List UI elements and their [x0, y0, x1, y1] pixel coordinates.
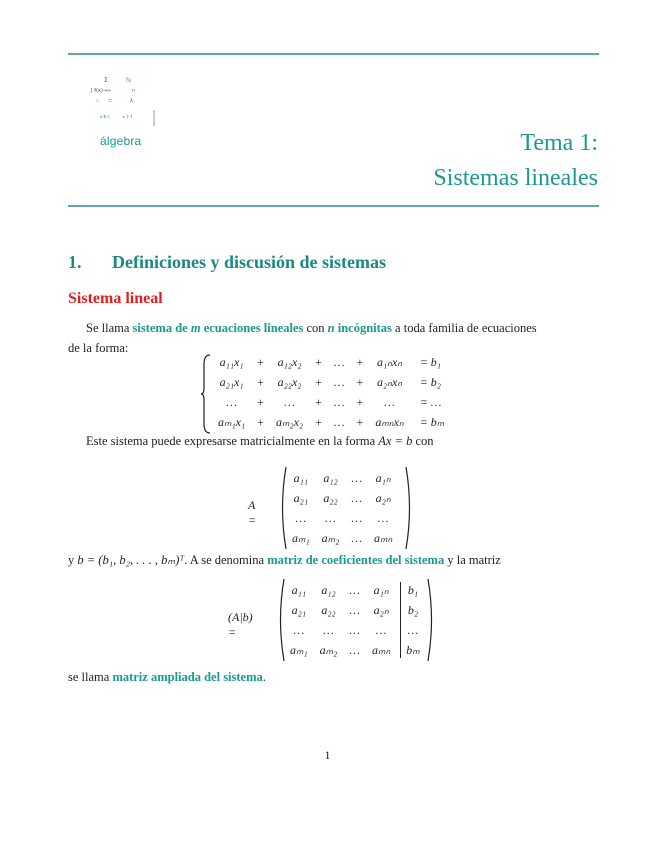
text: con	[303, 321, 328, 335]
text: .	[262, 670, 266, 684]
system-cell: aₘₙxₙ	[375, 414, 404, 429]
text: se llama	[68, 670, 113, 684]
matrix-a-row	[286, 528, 398, 548]
system-cell: +	[257, 374, 264, 389]
system-row	[212, 352, 450, 372]
system-cell: = b₂	[419, 374, 441, 389]
text: . A se denomina	[184, 553, 268, 567]
equation-inline: b = (b₁, b₂, . . . , bₘ)ᵀ	[77, 553, 185, 567]
matrix-ab-cell: a₂ₙ	[373, 602, 389, 617]
subsection-heading: Sistema lineal	[68, 290, 163, 307]
matrix-a-cell: …	[377, 510, 389, 525]
text: Se llama	[86, 321, 133, 335]
system-cell: …	[384, 394, 395, 409]
svg-text:λ: λ	[130, 98, 133, 104]
system-row	[212, 392, 450, 412]
matrix-ab-row	[284, 620, 426, 640]
section-number: 1.	[68, 252, 82, 272]
top-rule	[68, 53, 599, 55]
matrix-a-cell: a₁₁	[293, 470, 308, 485]
matrix-ab-label: (A|b) =	[228, 610, 253, 639]
svg-text:= (··): = (··)	[122, 114, 133, 119]
section-title: Definiciones y discusión de sistemas	[112, 252, 387, 272]
logo-wordmark: álgebra	[100, 134, 142, 148]
matrix-ab-cell: b₂	[407, 602, 419, 617]
system-cell: …	[226, 394, 237, 409]
text: y la matriz	[444, 553, 501, 567]
matrix-a-cell: a₂₁	[293, 490, 308, 505]
matrix-ab-cell: a₁₂	[321, 582, 336, 597]
chapter-number: Tema 1:	[520, 130, 598, 156]
section-heading	[68, 252, 386, 273]
svg-text:∫ f(x)→∞: ∫ f(x)→∞	[90, 88, 112, 94]
system-cell: …	[333, 414, 345, 429]
system-cell: +	[257, 394, 264, 409]
system-cell: +	[315, 394, 322, 409]
matrix-a-cell: a₂ₙ	[375, 490, 391, 505]
system-cell: …	[333, 374, 345, 389]
system-cell: a₂ₙxₙ	[376, 374, 403, 389]
matrix-a-label: A =	[248, 498, 257, 527]
matrix-a-cell: …	[351, 470, 362, 485]
system-row	[212, 372, 450, 392]
system-cell: = b₁	[419, 354, 441, 369]
matrix-ab-row	[284, 580, 426, 600]
svg-text:ℕ: ℕ	[126, 77, 131, 84]
system-cell: +	[315, 414, 322, 429]
matrix-a-cell: …	[295, 510, 307, 525]
svg-text:⊂: ⊂	[108, 98, 113, 104]
highlight: sistema de	[132, 321, 191, 335]
system-cell: …	[333, 394, 345, 409]
matrix-a-cell: …	[325, 510, 336, 525]
system-cell: +	[257, 414, 264, 429]
system-cell: aₘ₂x₂	[275, 414, 304, 429]
matrix-a-cell: a₂₂	[323, 490, 338, 505]
matrix-ab-cell: …	[349, 582, 360, 597]
matrix-ab-cell: …	[293, 622, 305, 637]
matrix-ab-table	[284, 580, 426, 660]
system-cell: +	[356, 354, 364, 369]
text: Este sistema puede expresarse matricialmente en la forma	[86, 434, 379, 448]
matrix-a-cell: …	[351, 490, 362, 505]
system-cell: a₁ₙxₙ	[376, 354, 403, 369]
matrix-ab-cell: a₂₂	[321, 602, 336, 617]
matrix-ab-cell: …	[349, 602, 360, 617]
highlight: matriz ampliada del sistema	[112, 670, 263, 684]
system-cell: = …	[419, 394, 442, 409]
matrix-ab-cell: bₘ	[406, 642, 420, 657]
matrix-a-cell: a₁ₙ	[375, 470, 391, 485]
page-number: 1	[324, 748, 331, 762]
svg-text:π: π	[132, 88, 136, 94]
system-cell: +	[356, 394, 364, 409]
matrix-a-cell: a₁₂	[323, 470, 338, 485]
system-cell: = bₘ	[419, 414, 445, 429]
matrix-ab-cell: …	[375, 622, 387, 637]
paragraph-augmented	[68, 670, 266, 685]
left-brace-icon	[200, 354, 212, 434]
matrix-a-row	[286, 488, 398, 508]
matrix-a-cell: …	[351, 510, 362, 525]
system-cell: +	[356, 374, 364, 389]
matrix-a-cell: aₘₙ	[373, 530, 393, 545]
matrix-a-table	[286, 468, 398, 548]
paragraph-matrix-form	[86, 434, 434, 449]
chapter-title: Sistemas lineales	[433, 165, 598, 191]
system-cell: a₂₁x₁	[219, 374, 244, 389]
text: con	[412, 434, 434, 448]
system-cell: aₘ₁x₁	[218, 414, 246, 429]
math-n: n	[327, 321, 335, 335]
matrix-ab-cell: aₘ₂	[319, 642, 338, 657]
system-cell: +	[315, 374, 322, 389]
system-cell: a₂₂x₂	[277, 374, 302, 389]
math-m: m	[190, 321, 201, 335]
matrix-ab-cell: …	[349, 622, 360, 637]
matrix-ab-cell: a₁₁	[291, 582, 306, 597]
equation-inline: Ax = b	[378, 434, 413, 448]
paragraph-coef-matrix	[68, 552, 501, 568]
equation-system	[200, 352, 450, 432]
matrix-ab-row	[284, 600, 426, 620]
matrix-ab-row	[284, 640, 426, 660]
svg-text:Σ: Σ	[104, 77, 108, 84]
bottom-rule	[68, 205, 599, 207]
matrix-ab-cell: …	[407, 622, 419, 637]
system-cell: …	[284, 394, 295, 409]
svg-text:∂: ∂	[96, 98, 99, 104]
matrix-ab-cell: aₘ₁	[290, 642, 308, 657]
system-cell: +	[257, 354, 264, 369]
right-paren-icon	[426, 578, 436, 662]
system-cell: +	[356, 414, 364, 429]
system-cell: +	[315, 354, 322, 369]
highlight: incógnitas	[334, 321, 392, 335]
matrix-a-row	[286, 468, 398, 488]
matrix-a-cell: …	[351, 530, 362, 545]
augment-separator	[400, 582, 401, 658]
text: a toda familia de ecuaciones	[391, 321, 537, 335]
paragraph-definition-cont: de la forma:	[68, 341, 129, 355]
matrix-ab-cell: …	[323, 622, 334, 637]
system-cell: a₁₁x₁	[219, 354, 244, 369]
system-cell: a₁₂x₂	[277, 354, 302, 369]
right-paren-icon	[404, 466, 414, 550]
matrix-a-cell: aₘ₂	[321, 530, 340, 545]
system-row	[212, 412, 450, 432]
matrix-a-cell: aₘ₁	[292, 530, 310, 545]
matrix-ab-cell: a₁ₙ	[373, 582, 389, 597]
matrix-ab-cell: b₁	[407, 582, 419, 597]
paragraph-definition	[86, 321, 537, 336]
highlight: matriz de coeficientes del sistema	[267, 553, 445, 567]
system-table	[212, 352, 450, 432]
matrix-ab-cell: …	[349, 642, 360, 657]
svg-text:a·b·c: a·b·c	[100, 114, 110, 119]
text: y	[68, 553, 78, 567]
matrix-ab-cell: aₘₙ	[371, 642, 391, 657]
system-cell: …	[333, 354, 345, 369]
matrix-ab-cell: a₂₁	[291, 602, 306, 617]
highlight: ecuaciones lineales	[200, 321, 304, 335]
matrix-a-row	[286, 508, 398, 528]
